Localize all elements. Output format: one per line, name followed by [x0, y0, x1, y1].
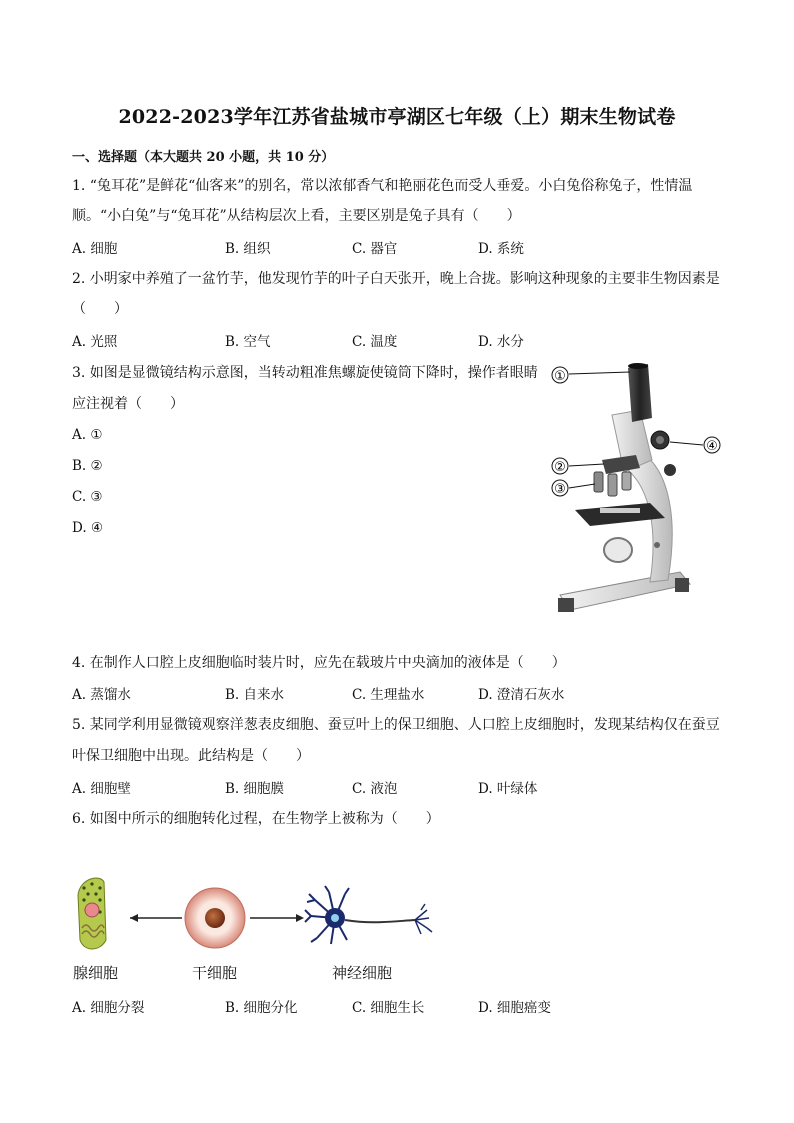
arrow-head-right: [296, 914, 304, 922]
q2-option-d[interactable]: D. 水分: [478, 334, 524, 350]
q3-option-b[interactable]: B. ②: [72, 458, 103, 474]
cell-differentiation-figure: [70, 870, 450, 985]
q4-option-d[interactable]: D. 澄清石灰水: [478, 687, 565, 703]
arrow-head-left: [130, 914, 138, 922]
slide-clip: [600, 508, 640, 513]
section-heading: 一、选择题（本大题共 20 小题，共 10 分）: [72, 150, 335, 165]
neuron-nucleus: [331, 914, 339, 922]
q4-line-1: 4. 在制作人口腔上皮细胞临时装片时，应先在载玻片中央滴加的液体是（ ）: [72, 655, 566, 671]
q5-option-c[interactable]: C. 液泡: [352, 781, 398, 797]
q5-option-d[interactable]: D. 叶绿体: [478, 781, 538, 797]
gland-cell-nucleus: [85, 903, 99, 917]
q6-option-a[interactable]: A. 细胞分裂: [72, 1000, 145, 1016]
q3-option-a[interactable]: A. ①: [72, 427, 103, 443]
q1-option-b[interactable]: B. 组织: [225, 241, 271, 257]
q1-option-d[interactable]: D. 系统: [478, 241, 524, 257]
q2-options: [72, 330, 712, 352]
q1-line-1: 1. “兔耳花”是鲜花“仙客来”的别名，常以浓郁香气和艳丽花色而受人垂爱。小白兔俗称兔子，性情温: [72, 178, 693, 194]
eyepiece-top: [628, 363, 648, 369]
q2-option-c[interactable]: C. 温度: [352, 334, 398, 350]
q3-line-1: 3. 如图是显微镜结构示意图，当转动粗准焦螺旋使镜筒下降时，操作者眼睛: [72, 365, 538, 381]
neuron-axon-terminals: [415, 904, 432, 934]
page-title: 2022-2023学年江苏省盐城市亭湖区七年级（上）期末生物试卷: [118, 106, 676, 128]
eyepiece-tube: [628, 364, 652, 422]
q3-option-d[interactable]: D. ④: [72, 520, 104, 536]
leader-line-4: [670, 442, 703, 445]
q6-options: [72, 996, 712, 1018]
q1-line-2: 顺。“小白兔”与“兔耳花”从结构层次上看，主要区别是兔子具有（ ）: [72, 208, 521, 224]
microscope-base: [560, 572, 690, 610]
q2-option-b[interactable]: B. 空气: [225, 334, 271, 350]
q6-line-1: 6. 如图中所示的细胞转化过程，在生物学上被称为（ ）: [72, 811, 440, 827]
q3-option-c[interactable]: C. ③: [72, 489, 103, 505]
objective-lens-3: [622, 472, 631, 490]
label-nerve-cell: 神经细胞: [332, 964, 393, 982]
q1-option-c[interactable]: C. 器官: [352, 241, 398, 257]
q5-option-a[interactable]: A. 细胞壁: [72, 781, 131, 797]
q6-option-b[interactable]: B. 细胞分化: [225, 1000, 298, 1016]
base-foot-left: [558, 598, 574, 612]
q5-line-2: 叶保卫细胞中出现。此结构是（ ）: [72, 748, 310, 764]
microscope-figure: [540, 360, 730, 620]
leader-line-2: [569, 464, 604, 466]
coarse-focus-knob-center: [656, 436, 664, 444]
label-gland-cell: 腺细胞: [73, 964, 119, 982]
q4-option-a[interactable]: A. 蒸馏水: [72, 687, 131, 703]
q1-options: [72, 237, 712, 259]
fine-focus-knob: [664, 464, 676, 476]
q4-option-c[interactable]: C. 生理盐水: [352, 687, 425, 703]
q2-line-2: （ ）: [72, 301, 128, 317]
q4-options: [72, 683, 712, 705]
objective-lens-1: [594, 472, 603, 492]
q5-option-b[interactable]: B. 细胞膜: [225, 781, 285, 797]
q5-line-1: 5. 某同学利用显微镜观察洋葱表皮细胞、蚕豆叶上的保卫细胞、人口腔上皮细胞时，发现某结构仅在蚕豆: [72, 717, 720, 733]
stem-cell-nucleus: [205, 908, 225, 928]
q4-option-b[interactable]: B. 自来水: [225, 687, 285, 703]
label-3: ③: [554, 482, 566, 497]
objective-lens-2: [608, 474, 617, 496]
neuron-axon: [345, 920, 415, 922]
leader-line-1: [569, 372, 630, 374]
q3-line-2: 应注视着（ ）: [72, 396, 184, 412]
q1-option-a[interactable]: A. 细胞: [72, 241, 118, 257]
q5-options: [72, 777, 712, 799]
cell-diagram: [70, 870, 450, 960]
q6-option-d[interactable]: D. 细胞癌变: [478, 1000, 551, 1016]
q2-line-1: 2. 小明家中养殖了一盆竹芋，他发现竹芋的叶子白天张开，晚上合拢。影响这种现象的主要非生物因素是: [72, 271, 720, 287]
label-4: ④: [706, 439, 718, 454]
q2-option-a[interactable]: A. 光照: [72, 334, 118, 350]
arm-screw: [654, 542, 660, 548]
base-foot-right: [675, 578, 689, 592]
leader-line-3: [569, 484, 595, 488]
q6-option-c[interactable]: C. 细胞生长: [352, 1000, 425, 1016]
mirror: [604, 538, 632, 562]
label-stem-cell: 干细胞: [192, 964, 238, 982]
label-2: ②: [554, 460, 566, 475]
label-1: ①: [554, 369, 566, 384]
